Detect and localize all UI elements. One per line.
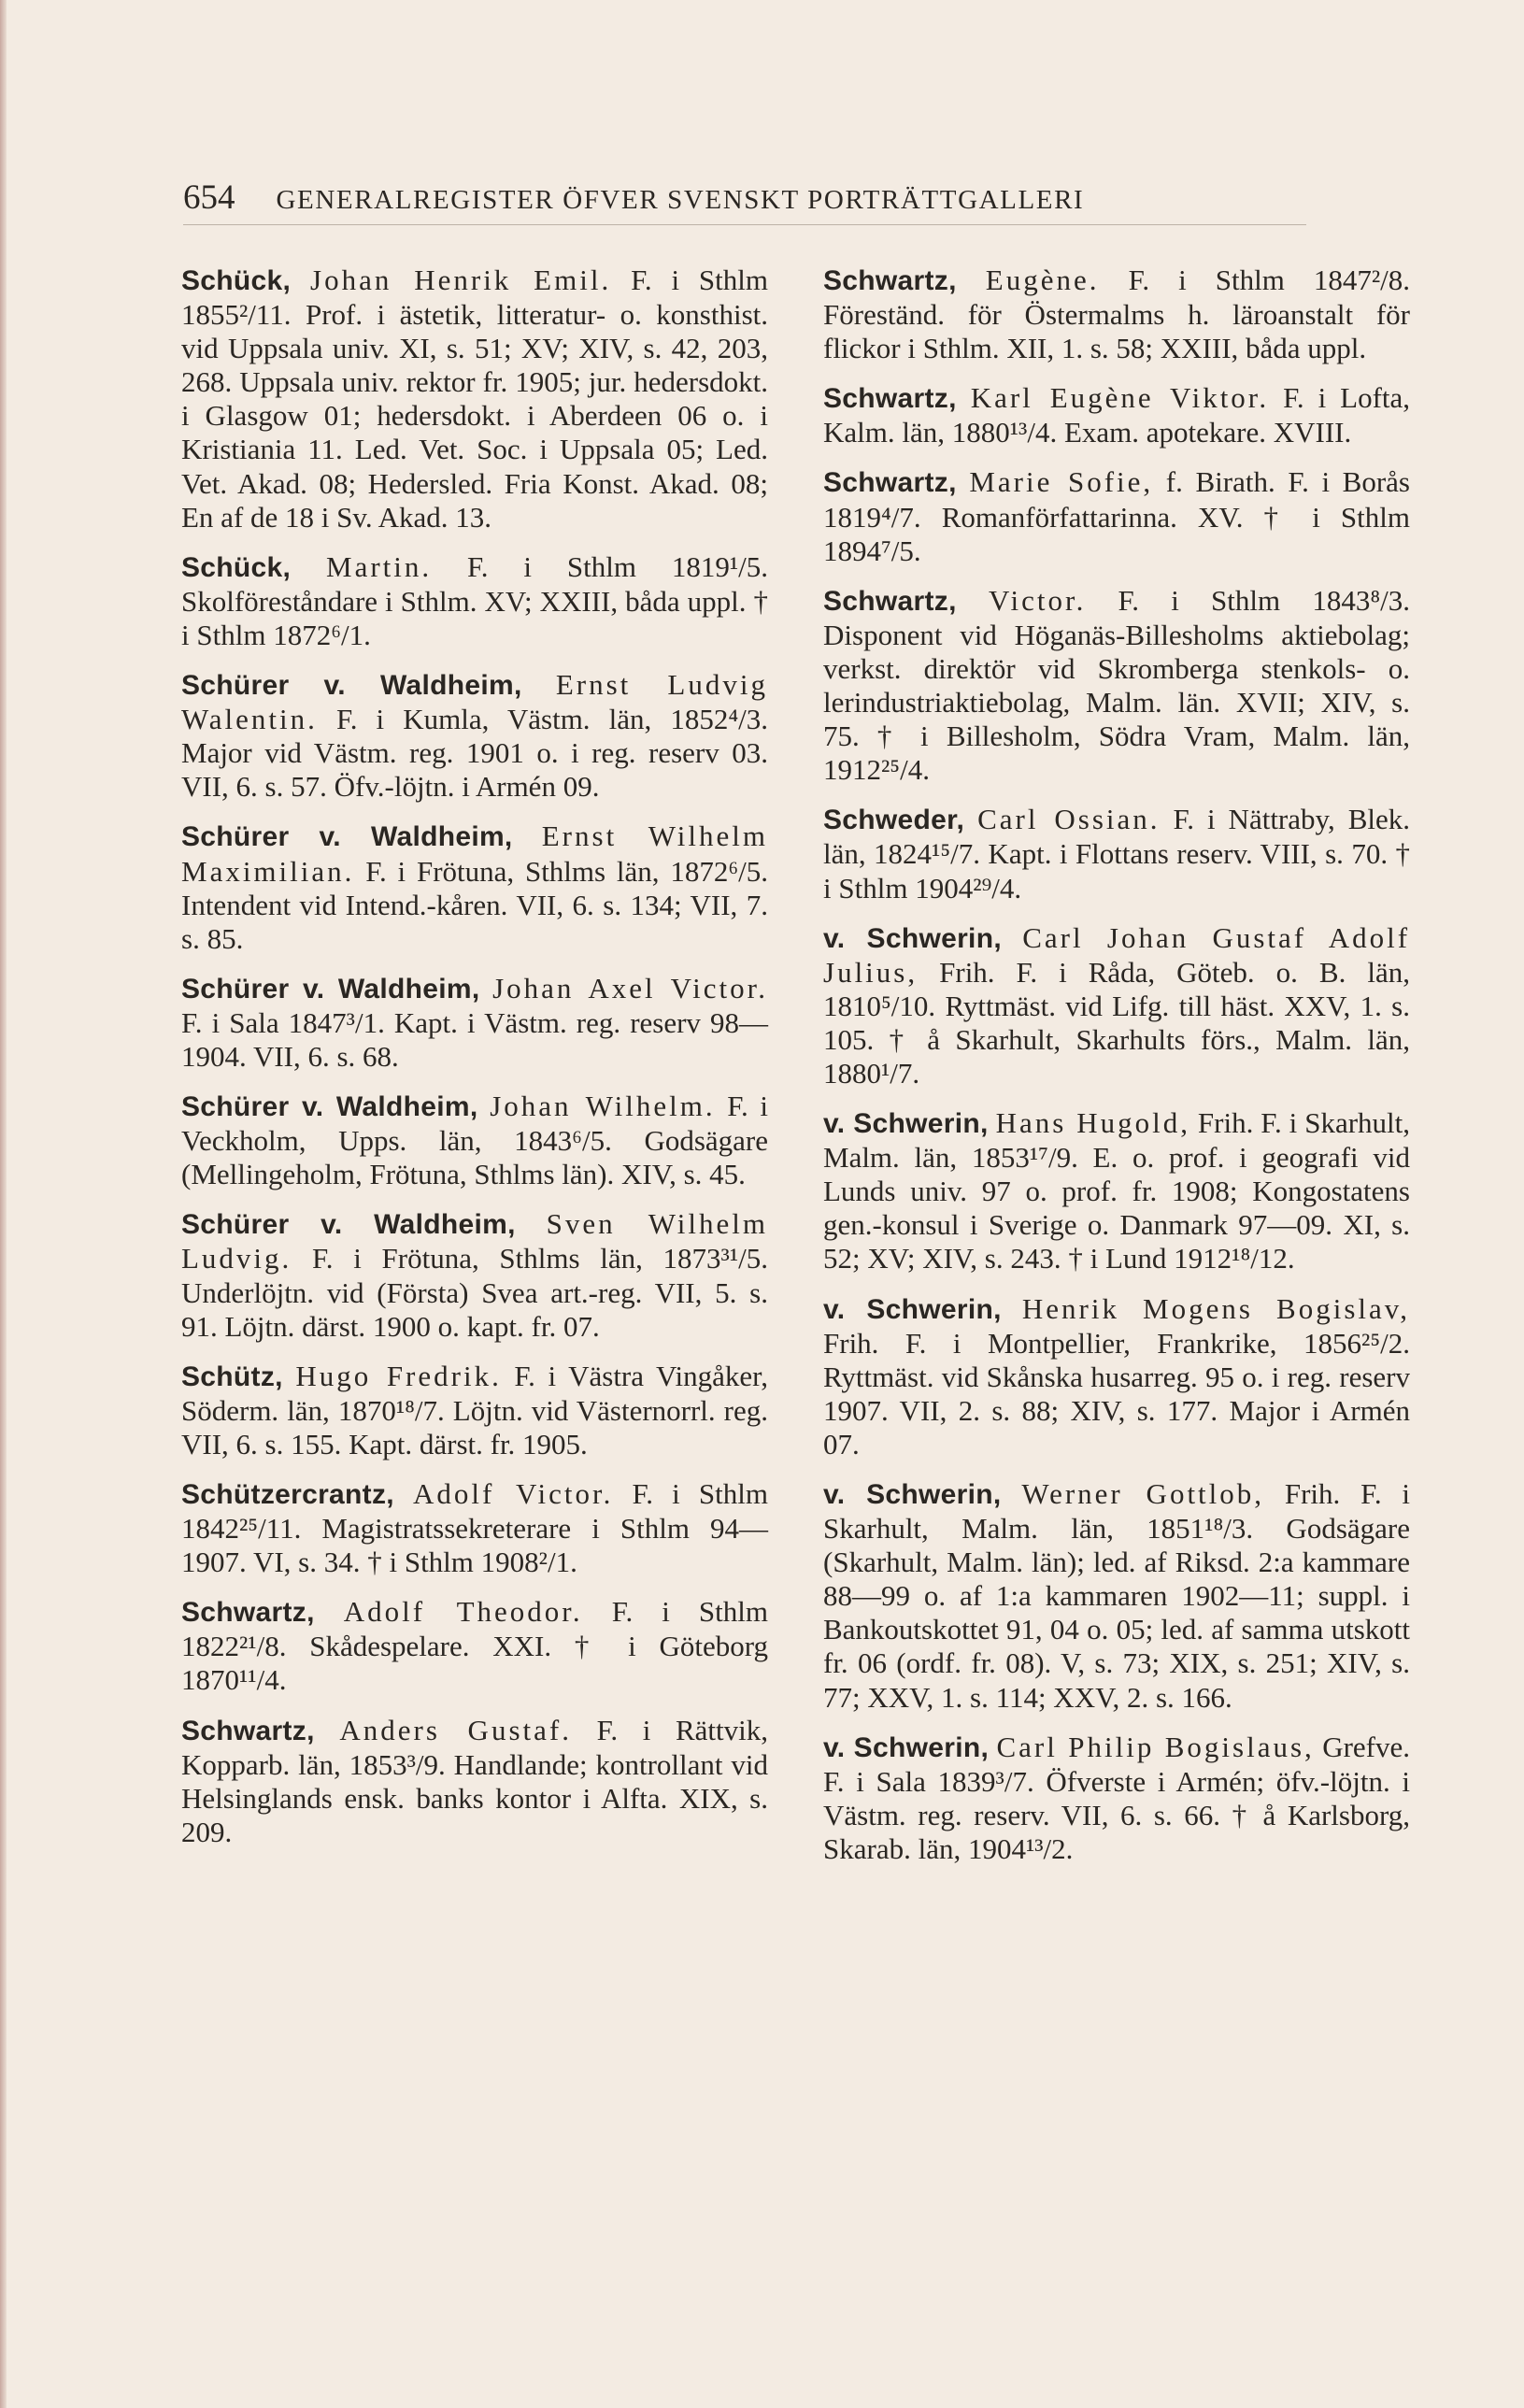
page-edge xyxy=(0,0,7,2408)
entry-given-names: Sven Wilhelm Ludvig. xyxy=(181,1207,769,1275)
entry-details: Frih. F. i Skarhult, Malm. län, 1851¹⁸/3. Godsägare (Skarhult, Malm. län); led. af Riksd. 2:a kammare 88—99 o. af 1:a kammaren 1902—11; suppl. i Bankoutskottet 91, 04 o. 05; led. af samma utskott fr. 06 (ordf. fr. 08). V, s. 73; XIX, s. 251; XIV, s. 77; XXV, 1. s. 114; XXV, 2. s. 166. xyxy=(823,1477,1411,1714)
entry-details: Frih. F. i Skarhult, Malm. län, 1853¹⁷/9. E. o. prof. i geografi vid Lunds univ. 97 o. prof. fr. 1908; Kongostatens gen.-konsul i Sverige o. Danmark 97—09. XI, s. 52; XV; XIV, s. 243. † i Lund 1912¹⁸/12. xyxy=(823,1106,1411,1275)
entry-given-names: Johan Wilhelm. xyxy=(490,1090,716,1123)
register-entry xyxy=(823,465,1410,567)
entry-surname: Schwartz, xyxy=(823,585,957,617)
register-entry xyxy=(181,668,768,804)
register-entry xyxy=(823,803,1410,905)
entry-given-names: Hugo Fredrik. xyxy=(295,1359,502,1392)
entry-details: F. i Lofta, Kalm. län, 1880¹³/4. Exam. apotekare. XVIII. xyxy=(823,381,1411,449)
entry-surname: v. Schwerin, xyxy=(823,1731,990,1763)
entry-given-names: Karl Eugène Viktor. xyxy=(970,381,1270,415)
entry-given-names: Adolf Victor. xyxy=(413,1477,614,1510)
entry-details: Grefve. F. i Sala 1839³/7. Öfverste i Armén; öfv.-löjtn. i Västm. reg. reserv. VII, 6. s. 66. † å Karlsborg, Skarab. län, 1904¹³/2. xyxy=(823,1730,1411,1865)
entry-surname: Schwartz, xyxy=(181,1715,315,1746)
entry-details: F. i Frötuna, Sthlms län, 1872⁶/5. Intendent vid Intend.-kåren. VII, 6. s. 134; VII, 7. s. 85. xyxy=(181,854,768,955)
entry-surname: v. Schwerin, xyxy=(823,1479,1002,1510)
register-entry xyxy=(181,972,768,1074)
entry-given-names: Eugène. xyxy=(985,264,1100,296)
entry-surname: v. Schwerin, xyxy=(823,1293,1002,1325)
entry-given-names: Johan Axel Victor. xyxy=(492,971,769,1005)
register-entry xyxy=(181,1090,768,1191)
register-entry xyxy=(181,1207,768,1343)
entry-given-names: Carl Philip Bogislaus, xyxy=(996,1730,1315,1763)
entry-details: f. Birath. F. i Borås 1819⁴/7. Romanförfattarinna. XV. † i Sthlm 1894⁷/5. xyxy=(823,465,1410,567)
register-entry xyxy=(823,381,1410,449)
entry-given-names: Hans Hugold, xyxy=(995,1106,1190,1140)
register-entry xyxy=(823,1731,1410,1866)
entry-details: F. i Sthlm 1822²¹/8. Skådespelare. XXI. † i Göteborg 1870¹¹/4. xyxy=(181,1595,769,1697)
entry-surname: Schweder, xyxy=(823,805,965,836)
entry-surname: Schück, xyxy=(181,265,292,296)
entry-surname: Schürer v. Waldheim, xyxy=(181,821,513,853)
entry-surname: Schürer v. Waldheim, xyxy=(181,1209,516,1241)
entry-surname: v. Schwerin, xyxy=(823,922,1002,954)
entry-surname: v. Schwerin, xyxy=(823,1108,989,1140)
register-entry xyxy=(823,1477,1410,1715)
entry-surname: Schwartz, xyxy=(823,383,957,415)
entry-details: F. i Kumla, Västm. län, 1852⁴/3. Major vid Västm. reg. 1901 o. i reg. reserv 03. VII, 6. s. 57. Öfv.-löjtn. i Armén 09. xyxy=(181,703,768,804)
entry-details: F. i Sala 1847³/1. Kapt. i Västm. reg. reserv 98—1904. VII, 6. s. 68. xyxy=(181,1005,768,1073)
entry-given-names: Ernst Wilhelm Maximilian. xyxy=(181,819,769,888)
entry-surname: Schwartz, xyxy=(181,1597,315,1629)
register-entry xyxy=(823,1106,1410,1275)
register-entry xyxy=(823,1292,1410,1461)
register-entry xyxy=(823,264,1410,365)
entry-given-names: Adolf Theodor. xyxy=(343,1595,583,1629)
running-title: GENERALREGISTER ÖFVER SVENSKT PORTRÄTTGALLERI xyxy=(276,185,1085,215)
entry-surname: Schwartz, xyxy=(823,467,957,499)
entry-given-names: Carl Johan Gustaf Adolf Julius, xyxy=(823,920,1411,989)
register-entry xyxy=(181,550,768,652)
register-entry xyxy=(181,264,768,534)
entry-details: Frih. F. i Montpellier, Frankrike, 1856²⁵/2. Ryttmäst. vid Skånska husarreg. 95 o. i reg. reserv 1907. VII, 2. s. 88; XIV, s. 177. Major i Armén 07. xyxy=(823,1326,1410,1460)
register-entry xyxy=(823,921,1410,1090)
page-header xyxy=(183,178,1306,225)
register-entry xyxy=(181,1477,768,1579)
entry-given-names: Victor. xyxy=(988,583,1087,617)
register-entry xyxy=(823,584,1410,788)
entry-given-names: Marie Sofie, xyxy=(969,465,1154,499)
entry-given-names: Johan Henrik Emil. xyxy=(310,264,612,296)
page-number: 654 xyxy=(183,178,235,217)
left-column xyxy=(181,264,768,1865)
entry-details: F. i Sthlm 1855²/11. Prof. i ästetik, litteratur- o. konsthist. vid Uppsala univ. XI, s. 51; XV; XIV, s. 42, 203, 268. Uppsala univ. rektor fr. 1905; jur. hedersdokt. i Glasgow 01; hedersdokt. i Aberdeen 06 o. i Kristiania 11. Led. Vet. Soc. i Uppsala 05; Led. Vet. Akad. 08; Hedersled. Fria Konst. Akad. 08; En af de 18 i Sv. Akad. 13. xyxy=(181,264,769,534)
register-entry xyxy=(181,1714,768,1849)
entry-given-names: Carl Ossian. xyxy=(977,803,1161,836)
entry-details: F. i Veckholm, Upps. län, 1843⁶/5. Godsägare (Mellingeholm, Frötuna, Sthlms län). XIV, s. 45. xyxy=(181,1090,769,1191)
entry-details: F. i Västra Vingåker, Söderm. län, 1870¹⁸/7. Löjtn. vid Västernorrl. reg. VII, 6. s. 155. Kapt. därst. fr. 1905. xyxy=(181,1359,769,1460)
register-entry xyxy=(181,819,768,955)
entry-surname: Schwartz, xyxy=(823,265,957,296)
entry-surname: Schürer v. Waldheim, xyxy=(181,670,522,702)
entry-surname: Schützercrantz, xyxy=(181,1479,394,1510)
register-entry xyxy=(181,1360,768,1461)
entry-details: F. i Rättvik, Kopparb. län, 1853³/9. Handlande; kontrollant vid Helsinglands ensk. banks kontor i Alfta. XIX, s. 209. xyxy=(181,1713,769,1848)
entry-given-names: Anders Gustaf. xyxy=(339,1713,572,1746)
register-entry xyxy=(181,1595,768,1697)
entry-given-names: Henrik Mogens Bogislav, xyxy=(1021,1291,1410,1325)
entry-details: F. i Sthlm 1819¹/5. Skolföreståndare i Sthlm. XV; XXIII, båda uppl. † i Sthlm 1872⁶/1. xyxy=(181,549,769,651)
entry-given-names: Ernst Ludvig Walentin. xyxy=(181,668,768,736)
entry-details: F. i Sthlm 1843⁸/3. Disponent vid Höganäs-Billesholms aktiebolag; verkst. direktör vid Skromberga stenkols- o. lerindustriaktiebolag, Malm. län. XVII; XIV, s. 75. † i Billesholm, Södra Vram, Malm. län, 1912²⁵/4. xyxy=(823,583,1411,787)
entry-surname: Schürer v. Waldheim, xyxy=(181,973,480,1005)
entry-details: F. i Frötuna, Sthlms län, 1873³¹/5. Underlöjtn. vid (Första) Svea art.-reg. VII, 5. s. 91. Löjtn. därst. 1900 o. kapt. fr. 07. xyxy=(181,1242,769,1343)
entry-details: F. i Sthlm 1842²⁵/11. Magistratssekreterare i Sthlm 94—1907. VI, s. 34. † i Sthlm 1908²/1. xyxy=(181,1477,769,1579)
entry-details: Frih. F. i Råda, Göteb. o. B. län, 1810⁵/10. Ryttmäst. vid Lifg. till häst. XXV, 1. s. 105. † å Skarhult, Skarhults förs., Malm. län, 1880¹/7. xyxy=(823,955,1410,1090)
right-column xyxy=(823,264,1410,1882)
entry-details: F. i Nättraby, Blek. län, 1824¹⁵/7. Kapt. i Flottans reserv. VIII, s. 70. † i Sthlm 1904²⁹/4. xyxy=(823,803,1411,905)
entry-surname: Schürer v. Waldheim, xyxy=(181,1091,478,1123)
entry-surname: Schück, xyxy=(181,551,292,583)
entry-given-names: Martin. xyxy=(326,549,433,583)
entry-given-names: Werner Gottlob, xyxy=(1021,1477,1265,1510)
entry-details: F. i Sthlm 1847²/8. Föreständ. för Östermalms h. läroanstalt för flickor i Sthlm. XII, 1. s. 58; XXIII, båda uppl. xyxy=(823,264,1411,365)
entry-surname: Schütz, xyxy=(181,1361,283,1392)
